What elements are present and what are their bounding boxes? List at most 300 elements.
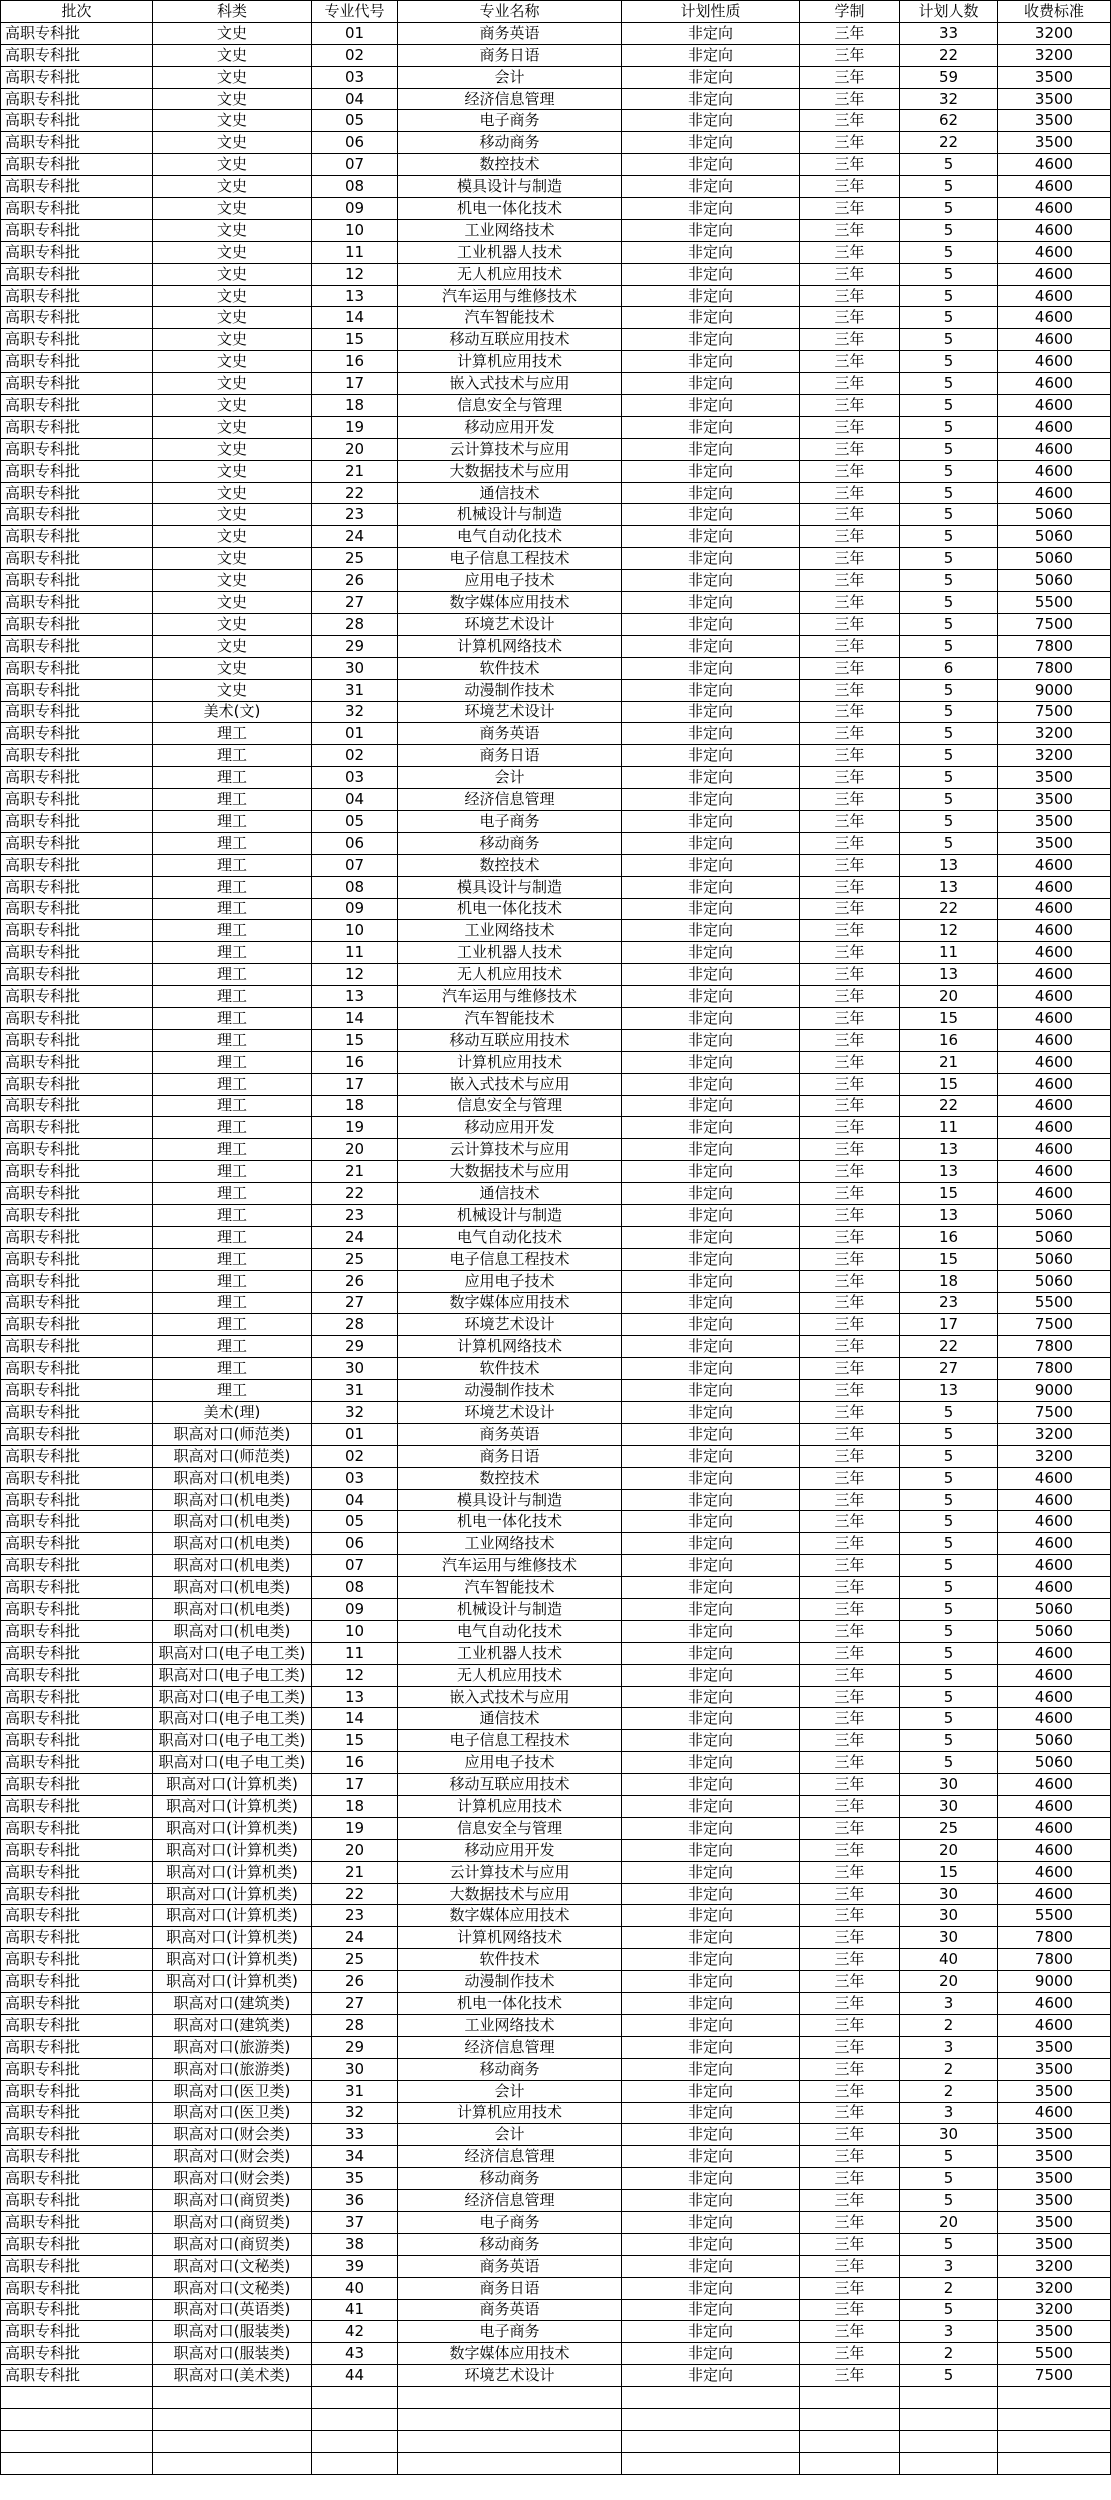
cell-duration: 三年	[800, 2365, 900, 2387]
cell-plan-type: 非定向	[622, 1796, 800, 1818]
cell-major-name: 会计	[398, 66, 622, 88]
cell-major-name: 电气自动化技术	[398, 1620, 622, 1642]
empty-cell	[622, 2408, 800, 2430]
cell-duration: 三年	[800, 1533, 900, 1555]
cell-plan-type: 非定向	[622, 1029, 800, 1051]
cell-plan-type: 非定向	[622, 854, 800, 876]
cell-major-name: 信息安全与管理	[398, 1095, 622, 1117]
empty-cell	[998, 2430, 1111, 2452]
cell-plan-count: 5	[900, 832, 998, 854]
table-row	[1, 482, 1111, 504]
cell-batch: 高职专科批	[1, 854, 153, 876]
cell-tuition: 4600	[998, 438, 1111, 460]
cell-major-code: 24	[312, 526, 398, 548]
cell-category: 理工	[153, 1270, 312, 1292]
table-row	[1, 1467, 1111, 1489]
table-row	[1, 942, 1111, 964]
cell-major-name: 数控技术	[398, 154, 622, 176]
cell-batch: 高职专科批	[1, 876, 153, 898]
cell-tuition: 3500	[998, 2168, 1111, 2190]
cell-plan-type: 非定向	[622, 2124, 800, 2146]
cell-tuition: 4600	[998, 1161, 1111, 1183]
cell-plan-count: 2	[900, 2058, 998, 2080]
cell-tuition: 3500	[998, 132, 1111, 154]
cell-tuition: 4600	[998, 1489, 1111, 1511]
cell-batch: 高职专科批	[1, 1029, 153, 1051]
cell-plan-type: 非定向	[622, 832, 800, 854]
header-row	[1, 1, 1111, 23]
cell-plan-count: 2	[900, 2277, 998, 2299]
table-row	[1, 1380, 1111, 1402]
cell-plan-count: 5	[900, 810, 998, 832]
cell-major-code: 07	[312, 1555, 398, 1577]
cell-tuition: 4600	[998, 964, 1111, 986]
cell-plan-count: 27	[900, 1358, 998, 1380]
cell-major-name: 工业网络技术	[398, 219, 622, 241]
cell-major-code: 18	[312, 1095, 398, 1117]
cell-major-name: 数字媒体应用技术	[398, 592, 622, 614]
cell-duration: 三年	[800, 1489, 900, 1511]
cell-batch: 高职专科批	[1, 2211, 153, 2233]
cell-tuition: 4600	[998, 1051, 1111, 1073]
cell-plan-count: 5	[900, 1642, 998, 1664]
cell-plan-type: 非定向	[622, 876, 800, 898]
cell-major-code: 26	[312, 1971, 398, 1993]
cell-plan-type: 非定向	[622, 2211, 800, 2233]
cell-major-name: 电子信息工程技术	[398, 1248, 622, 1270]
cell-batch: 高职专科批	[1, 219, 153, 241]
cell-duration: 三年	[800, 1905, 900, 1927]
cell-plan-type: 非定向	[622, 613, 800, 635]
cell-plan-type: 非定向	[622, 920, 800, 942]
cell-tuition: 4600	[998, 1467, 1111, 1489]
cell-plan-count: 3	[900, 2036, 998, 2058]
cell-major-code: 12	[312, 1664, 398, 1686]
cell-major-code: 37	[312, 2211, 398, 2233]
cell-plan-count: 6	[900, 657, 998, 679]
cell-plan-type: 非定向	[622, 2146, 800, 2168]
cell-tuition: 7800	[998, 1949, 1111, 1971]
cell-category: 职高对口(机电类)	[153, 1533, 312, 1555]
cell-major-name: 汽车智能技术	[398, 1007, 622, 1029]
cell-batch: 高职专科批	[1, 2255, 153, 2277]
cell-plan-count: 13	[900, 1161, 998, 1183]
cell-tuition: 4600	[998, 1117, 1111, 1139]
cell-tuition: 4600	[998, 1993, 1111, 2015]
cell-category: 职高对口(机电类)	[153, 1620, 312, 1642]
cell-tuition: 5060	[998, 1204, 1111, 1226]
cell-tuition: 3500	[998, 2321, 1111, 2343]
cell-plan-count: 13	[900, 1139, 998, 1161]
cell-tuition: 5060	[998, 1599, 1111, 1621]
cell-batch: 高职专科批	[1, 1445, 153, 1467]
cell-tuition: 4600	[998, 198, 1111, 220]
cell-major-code: 09	[312, 198, 398, 220]
cell-tuition: 4600	[998, 285, 1111, 307]
empty-row	[1, 2408, 1111, 2430]
cell-major-code: 38	[312, 2233, 398, 2255]
table-row	[1, 2168, 1111, 2190]
table-row	[1, 2211, 1111, 2233]
cell-batch: 高职专科批	[1, 395, 153, 417]
cell-major-name: 移动应用开发	[398, 1117, 622, 1139]
cell-batch: 高职专科批	[1, 1664, 153, 1686]
cell-batch: 高职专科批	[1, 2168, 153, 2190]
cell-major-code: 34	[312, 2146, 398, 2168]
cell-plan-count: 11	[900, 1117, 998, 1139]
cell-major-code: 06	[312, 132, 398, 154]
cell-major-name: 大数据技术与应用	[398, 460, 622, 482]
cell-major-code: 25	[312, 548, 398, 570]
cell-plan-count: 5	[900, 635, 998, 657]
cell-plan-count: 13	[900, 1204, 998, 1226]
table-row	[1, 679, 1111, 701]
table-row	[1, 1642, 1111, 1664]
cell-batch: 高职专科批	[1, 1642, 153, 1664]
table-row	[1, 2299, 1111, 2321]
cell-tuition: 7500	[998, 1402, 1111, 1424]
cell-batch: 高职专科批	[1, 307, 153, 329]
table-row	[1, 613, 1111, 635]
cell-tuition: 4600	[998, 1642, 1111, 1664]
table-row	[1, 66, 1111, 88]
cell-major-code: 27	[312, 1993, 398, 2015]
cell-category: 职高对口(电子电工类)	[153, 1664, 312, 1686]
empty-cell	[800, 2430, 900, 2452]
cell-tuition: 4600	[998, 154, 1111, 176]
cell-tuition: 9000	[998, 1971, 1111, 1993]
cell-plan-count: 5	[900, 1664, 998, 1686]
cell-major-name: 大数据技术与应用	[398, 1883, 622, 1905]
cell-major-code: 14	[312, 1708, 398, 1730]
cell-plan-count: 2	[900, 2014, 998, 2036]
cell-batch: 高职专科批	[1, 1971, 153, 1993]
cell-tuition: 4600	[998, 329, 1111, 351]
cell-batch: 高职专科批	[1, 1467, 153, 1489]
cell-category: 理工	[153, 1073, 312, 1095]
cell-category: 理工	[153, 745, 312, 767]
table-row	[1, 570, 1111, 592]
cell-batch: 高职专科批	[1, 132, 153, 154]
cell-plan-count: 2	[900, 2343, 998, 2365]
cell-plan-count: 3	[900, 2102, 998, 2124]
cell-plan-type: 非定向	[622, 1489, 800, 1511]
empty-cell	[622, 2430, 800, 2452]
cell-category: 职高对口(机电类)	[153, 1599, 312, 1621]
table-row	[1, 1730, 1111, 1752]
cell-tuition: 5060	[998, 1752, 1111, 1774]
cell-plan-type: 非定向	[622, 132, 800, 154]
cell-category: 职高对口(电子电工类)	[153, 1752, 312, 1774]
cell-major-code: 28	[312, 1314, 398, 1336]
cell-category: 职高对口(医卫类)	[153, 2102, 312, 2124]
empty-cell	[622, 2452, 800, 2474]
cell-tuition: 4600	[998, 1774, 1111, 1796]
cell-tuition: 5060	[998, 548, 1111, 570]
table-row	[1, 1248, 1111, 1270]
cell-category: 理工	[153, 1161, 312, 1183]
cell-plan-type: 非定向	[622, 1730, 800, 1752]
cell-major-name: 模具设计与制造	[398, 1489, 622, 1511]
table-row	[1, 2080, 1111, 2102]
cell-batch: 高职专科批	[1, 1511, 153, 1533]
cell-major-code: 32	[312, 2102, 398, 2124]
cell-category: 文史	[153, 548, 312, 570]
table-row	[1, 1533, 1111, 1555]
cell-duration: 三年	[800, 2014, 900, 2036]
table-row	[1, 635, 1111, 657]
table-row	[1, 657, 1111, 679]
cell-category: 职高对口(美术类)	[153, 2365, 312, 2387]
empty-cell	[398, 2452, 622, 2474]
cell-major-code: 29	[312, 2036, 398, 2058]
cell-category: 职高对口(财会类)	[153, 2124, 312, 2146]
cell-major-name: 环境艺术设计	[398, 613, 622, 635]
cell-plan-count: 33	[900, 22, 998, 44]
cell-category: 文史	[153, 176, 312, 198]
cell-major-code: 24	[312, 1927, 398, 1949]
cell-plan-type: 非定向	[622, 1445, 800, 1467]
table-row	[1, 198, 1111, 220]
cell-duration: 三年	[800, 1730, 900, 1752]
cell-duration: 三年	[800, 767, 900, 789]
table-row	[1, 219, 1111, 241]
cell-plan-count: 30	[900, 1796, 998, 1818]
cell-tuition: 4600	[998, 1686, 1111, 1708]
cell-category: 职高对口(计算机类)	[153, 1949, 312, 1971]
table-row	[1, 1839, 1111, 1861]
cell-category: 职高对口(文秘类)	[153, 2255, 312, 2277]
cell-plan-type: 非定向	[622, 1007, 800, 1029]
cell-plan-type: 非定向	[622, 1336, 800, 1358]
cell-tuition: 3500	[998, 2080, 1111, 2102]
cell-batch: 高职专科批	[1, 2277, 153, 2299]
cell-batch: 高职专科批	[1, 635, 153, 657]
table-row	[1, 548, 1111, 570]
table-row	[1, 263, 1111, 285]
cell-category: 理工	[153, 723, 312, 745]
cell-major-code: 01	[312, 1423, 398, 1445]
cell-duration: 三年	[800, 329, 900, 351]
cell-tuition: 3500	[998, 2124, 1111, 2146]
table-row	[1, 132, 1111, 154]
table-row	[1, 1161, 1111, 1183]
cell-duration: 三年	[800, 2277, 900, 2299]
cell-plan-count: 3	[900, 2321, 998, 2343]
cell-tuition: 3200	[998, 2255, 1111, 2277]
cell-plan-count: 5	[900, 2299, 998, 2321]
header-batch: 批次	[1, 1, 153, 23]
cell-major-name: 应用电子技术	[398, 1270, 622, 1292]
table-row	[1, 1949, 1111, 1971]
cell-plan-count: 11	[900, 942, 998, 964]
table-row	[1, 1664, 1111, 1686]
cell-major-name: 机电一体化技术	[398, 1993, 622, 2015]
cell-batch: 高职专科批	[1, 592, 153, 614]
cell-category: 职高对口(医卫类)	[153, 2080, 312, 2102]
cell-duration: 三年	[800, 2168, 900, 2190]
cell-major-code: 39	[312, 2255, 398, 2277]
cell-major-name: 电气自动化技术	[398, 1226, 622, 1248]
cell-plan-count: 30	[900, 2124, 998, 2146]
cell-tuition: 5060	[998, 570, 1111, 592]
cell-batch: 高职专科批	[1, 1555, 153, 1577]
table-row	[1, 2255, 1111, 2277]
cell-duration: 三年	[800, 1204, 900, 1226]
cell-major-code: 36	[312, 2190, 398, 2212]
cell-plan-count: 5	[900, 482, 998, 504]
cell-major-code: 03	[312, 1467, 398, 1489]
cell-duration: 三年	[800, 1599, 900, 1621]
table-row	[1, 1971, 1111, 1993]
cell-plan-count: 5	[900, 198, 998, 220]
cell-major-code: 24	[312, 1226, 398, 1248]
cell-major-name: 应用电子技术	[398, 1752, 622, 1774]
cell-major-name: 机电一体化技术	[398, 1511, 622, 1533]
cell-duration: 三年	[800, 810, 900, 832]
cell-plan-type: 非定向	[622, 701, 800, 723]
cell-category: 美术(文)	[153, 701, 312, 723]
cell-category: 职高对口(计算机类)	[153, 1971, 312, 1993]
empty-cell	[1, 2430, 153, 2452]
cell-tuition: 3500	[998, 66, 1111, 88]
cell-major-code: 27	[312, 592, 398, 614]
cell-plan-count: 5	[900, 176, 998, 198]
cell-plan-type: 非定向	[622, 395, 800, 417]
cell-duration: 三年	[800, 460, 900, 482]
cell-major-code: 31	[312, 2080, 398, 2102]
cell-category: 文史	[153, 285, 312, 307]
cell-batch: 高职专科批	[1, 198, 153, 220]
cell-plan-count: 5	[900, 2365, 998, 2387]
cell-duration: 三年	[800, 1511, 900, 1533]
cell-duration: 三年	[800, 2146, 900, 2168]
cell-major-name: 计算机网络技术	[398, 635, 622, 657]
empty-cell	[998, 2387, 1111, 2409]
cell-plan-count: 5	[900, 548, 998, 570]
empty-cell	[800, 2408, 900, 2430]
cell-batch: 高职专科批	[1, 44, 153, 66]
cell-major-code: 19	[312, 416, 398, 438]
cell-category: 职高对口(机电类)	[153, 1489, 312, 1511]
cell-batch: 高职专科批	[1, 1204, 153, 1226]
cell-batch: 高职专科批	[1, 504, 153, 526]
cell-major-name: 商务英语	[398, 22, 622, 44]
cell-tuition: 4600	[998, 1007, 1111, 1029]
cell-major-name: 机械设计与制造	[398, 1204, 622, 1226]
cell-major-name: 电子信息工程技术	[398, 548, 622, 570]
cell-major-name: 电子商务	[398, 810, 622, 832]
cell-plan-count: 5	[900, 767, 998, 789]
cell-batch: 高职专科批	[1, 986, 153, 1008]
cell-major-code: 04	[312, 1489, 398, 1511]
cell-major-code: 40	[312, 2277, 398, 2299]
cell-duration: 三年	[800, 2255, 900, 2277]
cell-plan-type: 非定向	[622, 2321, 800, 2343]
cell-category: 职高对口(师范类)	[153, 1445, 312, 1467]
cell-plan-count: 25	[900, 1817, 998, 1839]
cell-category: 文史	[153, 679, 312, 701]
cell-plan-count: 5	[900, 613, 998, 635]
cell-duration: 三年	[800, 570, 900, 592]
cell-major-name: 计算机应用技术	[398, 1051, 622, 1073]
cell-duration: 三年	[800, 1883, 900, 1905]
cell-batch: 高职专科批	[1, 1095, 153, 1117]
cell-batch: 高职专科批	[1, 2299, 153, 2321]
cell-plan-count: 5	[900, 395, 998, 417]
cell-plan-type: 非定向	[622, 307, 800, 329]
cell-plan-type: 非定向	[622, 1226, 800, 1248]
header-major-code: 专业代号	[312, 1, 398, 23]
cell-plan-count: 5	[900, 219, 998, 241]
cell-major-code: 28	[312, 613, 398, 635]
cell-duration: 三年	[800, 745, 900, 767]
cell-category: 理工	[153, 810, 312, 832]
cell-major-name: 计算机应用技术	[398, 351, 622, 373]
cell-plan-type: 非定向	[622, 285, 800, 307]
cell-major-code: 15	[312, 329, 398, 351]
cell-tuition: 4600	[998, 920, 1111, 942]
cell-duration: 三年	[800, 701, 900, 723]
cell-category: 职高对口(计算机类)	[153, 1839, 312, 1861]
cell-batch: 高职专科批	[1, 110, 153, 132]
cell-plan-count: 5	[900, 1489, 998, 1511]
empty-row	[1, 2452, 1111, 2474]
table-row	[1, 1445, 1111, 1467]
cell-duration: 三年	[800, 679, 900, 701]
cell-plan-type: 非定向	[622, 2365, 800, 2387]
cell-major-name: 移动互联应用技术	[398, 1774, 622, 1796]
cell-plan-count: 13	[900, 1380, 998, 1402]
cell-plan-type: 非定向	[622, 22, 800, 44]
cell-batch: 高职专科批	[1, 154, 153, 176]
cell-duration: 三年	[800, 44, 900, 66]
cell-category: 职高对口(商贸类)	[153, 2233, 312, 2255]
cell-tuition: 7800	[998, 1336, 1111, 1358]
cell-tuition: 5060	[998, 1248, 1111, 1270]
cell-major-code: 23	[312, 504, 398, 526]
empty-cell	[312, 2387, 398, 2409]
cell-tuition: 3500	[998, 2036, 1111, 2058]
cell-tuition: 7800	[998, 1927, 1111, 1949]
cell-batch: 高职专科批	[1, 460, 153, 482]
cell-major-name: 计算机应用技术	[398, 2102, 622, 2124]
cell-plan-type: 非定向	[622, 635, 800, 657]
cell-plan-count: 13	[900, 964, 998, 986]
table-row	[1, 44, 1111, 66]
cell-category: 理工	[153, 1314, 312, 1336]
cell-plan-type: 非定向	[622, 1248, 800, 1270]
cell-plan-count: 22	[900, 44, 998, 66]
cell-category: 理工	[153, 1029, 312, 1051]
cell-duration: 三年	[800, 1620, 900, 1642]
cell-major-code: 17	[312, 1774, 398, 1796]
cell-major-name: 商务日语	[398, 745, 622, 767]
cell-duration: 三年	[800, 504, 900, 526]
cell-tuition: 4600	[998, 1883, 1111, 1905]
cell-plan-count: 20	[900, 986, 998, 1008]
cell-major-code: 41	[312, 2299, 398, 2321]
cell-major-name: 工业机器人技术	[398, 942, 622, 964]
cell-plan-type: 非定向	[622, 438, 800, 460]
cell-major-name: 商务英语	[398, 723, 622, 745]
header-plan-type: 计划性质	[622, 1, 800, 23]
cell-plan-type: 非定向	[622, 1620, 800, 1642]
cell-plan-count: 18	[900, 1270, 998, 1292]
cell-category: 职高对口(计算机类)	[153, 1774, 312, 1796]
cell-major-code: 12	[312, 964, 398, 986]
cell-plan-count: 15	[900, 1007, 998, 1029]
